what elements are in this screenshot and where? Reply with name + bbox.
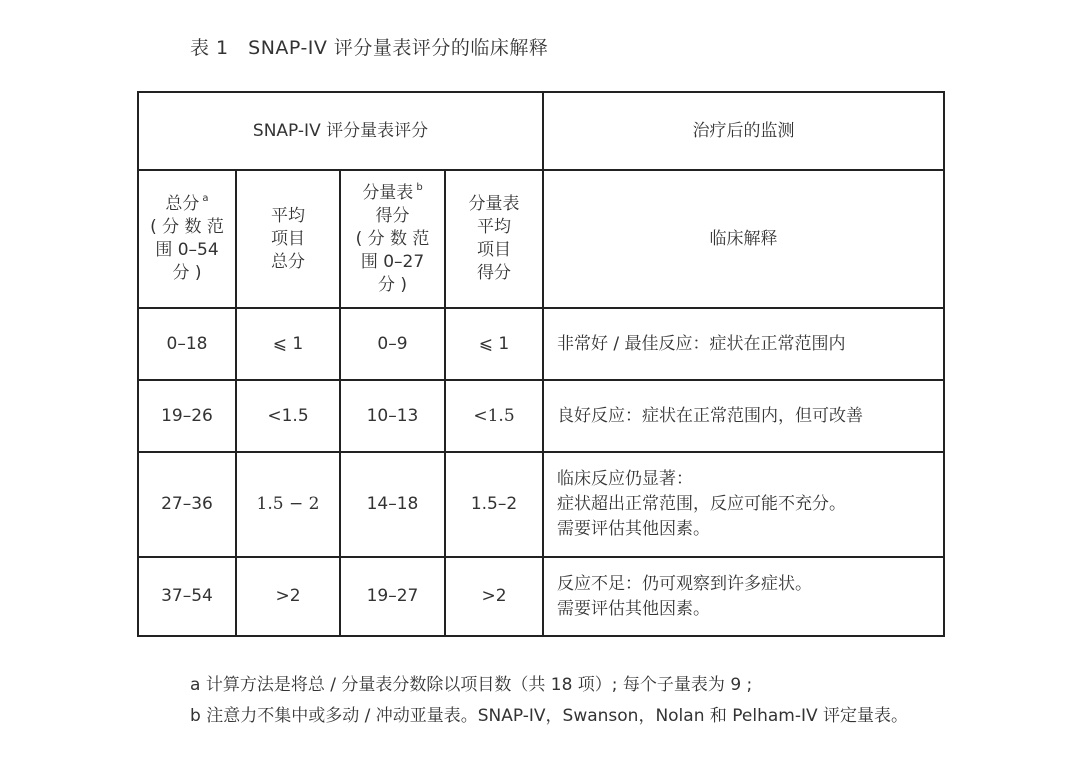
interpretation-text: 非常好 / 最佳反应：症状在正常范围内 — [557, 333, 846, 354]
cell-subscale: 14–18 — [340, 452, 445, 557]
cell-avg: 1.5 − 2 — [236, 452, 340, 557]
footnote-marker-b: b — [416, 181, 423, 193]
cell-avg: >2 — [236, 557, 340, 636]
table-row — [138, 557, 944, 636]
cell-subscale: 19–27 — [340, 557, 445, 636]
snap-iv-table — [137, 91, 945, 637]
cell-total: 19–26 — [138, 380, 236, 452]
cell-subscale: 0–9 — [340, 308, 445, 380]
table-row — [138, 380, 944, 452]
footnote-a: a 计算方法是将总 / 分量表分数除以项目数（共 18 项）; 每个子量表为 9 ; — [190, 675, 753, 695]
cell-avg: <1.5 — [236, 380, 340, 452]
cell-interpretation — [543, 557, 944, 636]
footnote-b: b 注意力不集中或多动 / 冲动亚量表。SNAP-IV，Swanson，Nolan 和 Pelham-IV 评定量表。 — [190, 706, 909, 726]
interpretation-text: 临床反应仍显著： 症状超出正常范围，反应可能不充分。 需要评估其他因素。 — [557, 469, 847, 539]
cell-subscale-avg: <1.5 — [445, 380, 543, 452]
col-header-avg — [236, 170, 340, 308]
cell-total: 27–36 — [138, 452, 236, 557]
interpretation-text: 反应不足：仍可观察到许多症状。 需要评估其他因素。 — [557, 573, 813, 619]
col-header-subscale-main: 分量表 — [362, 182, 414, 203]
col-header-total-main: 总分 — [165, 194, 200, 214]
cell-total: 37–54 — [138, 557, 236, 636]
col-header-total — [138, 170, 236, 308]
table-row — [138, 452, 944, 557]
col-header-subscale-range: 得分 ( 分 数 范 围 0–27 分 ) — [355, 205, 430, 295]
group-header-row — [138, 92, 944, 170]
table-row — [138, 308, 944, 380]
cell-total: 0–18 — [138, 308, 236, 380]
cell-subscale-avg: 1.5–2 — [445, 452, 543, 557]
cell-interpretation — [543, 380, 944, 452]
group-header-score: SNAP-IV 评分量表评分 — [138, 92, 543, 170]
table-caption: 表 1 SNAP-IV 评分量表评分的临床解释 — [190, 37, 549, 59]
footnote-marker-a: a — [202, 193, 209, 204]
interpretation-text: 良好反应：症状在正常范围内，但可改善 — [557, 405, 864, 426]
cell-subscale-avg: >2 — [445, 557, 543, 636]
col-header-total-range: ( 分 数 范 围 0–54 分 ) — [150, 217, 224, 283]
col-header-subscale-avg — [445, 170, 543, 308]
column-header-row — [138, 170, 944, 308]
cell-subscale-avg: ⩽ 1 — [445, 308, 543, 380]
cell-interpretation — [543, 308, 944, 380]
col-header-interpretation: 临床解释 — [543, 170, 944, 308]
col-header-subscale-avg-label: 分量表 平均 项目 得分 — [468, 194, 520, 283]
col-header-avg-label: 平均 项目 总分 — [271, 205, 305, 272]
group-header-monitoring: 治疗后的监测 — [543, 92, 944, 170]
footnotes — [190, 670, 908, 732]
cell-avg: ⩽ 1 — [236, 308, 340, 380]
cell-interpretation — [543, 452, 944, 557]
col-header-subscale — [340, 170, 445, 308]
cell-subscale: 10–13 — [340, 380, 445, 452]
